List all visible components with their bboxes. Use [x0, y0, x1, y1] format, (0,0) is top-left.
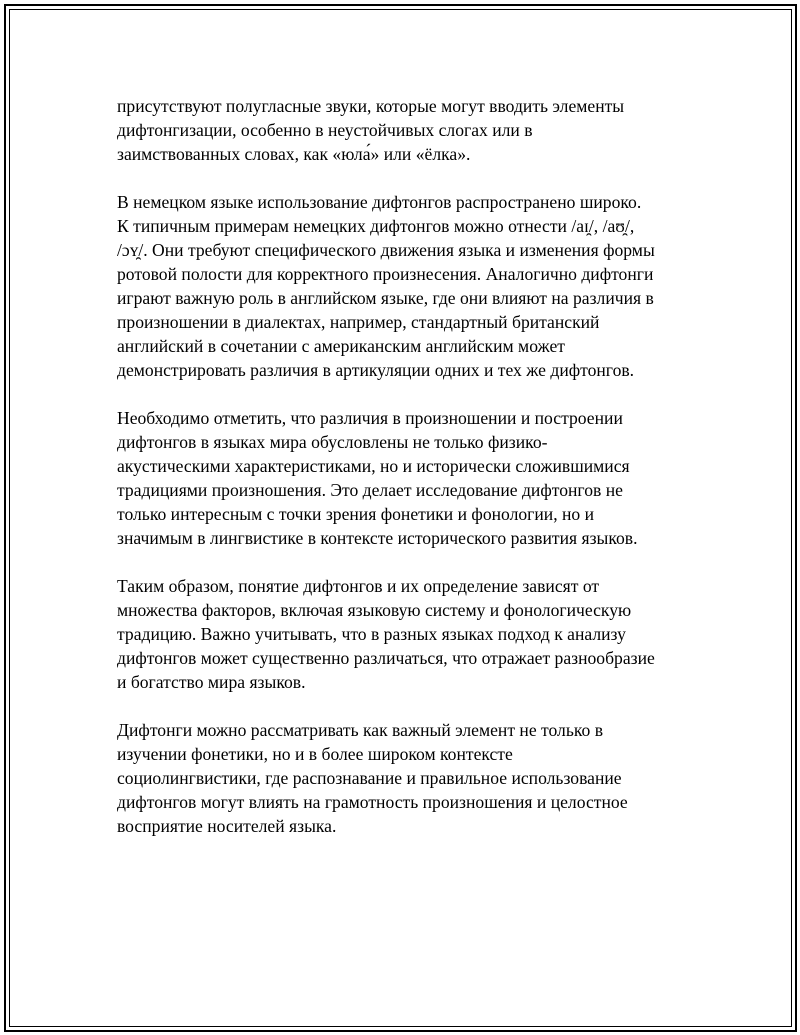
- paragraph-conclusion: Таким образом, понятие дифтонгов и их определение зависят от множества факторов, включая языковую систему и фонологическую традицию. Важно учитывать, что в разных языках подход к анализу дифтонгов может существенно различаться, что отражает разнообразие и богатство мира языков.: [117, 576, 655, 692]
- document-body: [117, 94, 707, 862]
- paragraph-differences: Необходимо отметить, что различия в произношении и построении дифтонгов в языках мира обусловлены не только физико- акустическими характеристиками, но и исторически сложившимися традициями произношения. Это делает исследование дифтонгов не только интересным с точки зрения фонетики и фонологии, но и значимым в лингвистике в контексте исторического развития языков.: [117, 408, 638, 548]
- paragraph-german-diphthongs: В немецком языке использование дифтонгов распространено широко. К типичным примерам немецких дифтонгов можно отнести /aɪ̯/, /aʊ̯/, /ɔʏ̯/. Они требуют специфического движения языка и изменения формы ротовой полости для корректного произнесения. Аналогично дифтонги играют важную роль в английском языке, где они влияют на различия в произношении в диалектах, например, стандартный британский английский в сочетании с американским английским может демонстрировать различия в артикуляции одних и тех же дифтонгов.: [117, 192, 655, 380]
- paragraph-semivowels: присутствуют полугласные звуки, которые могут вводить элементы дифтонгизации, особенно в неустойчивых слогах или в заимствованных словах, как «юла́» или «ёлка».: [117, 96, 625, 164]
- paragraph-sociolinguistics: Дифтонги можно рассматривать как важный элемент не только в изучении фонетики, но и в более широком контексте социолингвистики, где распознавание и правильное использование дифтонгов могут влиять на грамотность произношения и целостное восприятие носителей языка.: [117, 720, 628, 836]
